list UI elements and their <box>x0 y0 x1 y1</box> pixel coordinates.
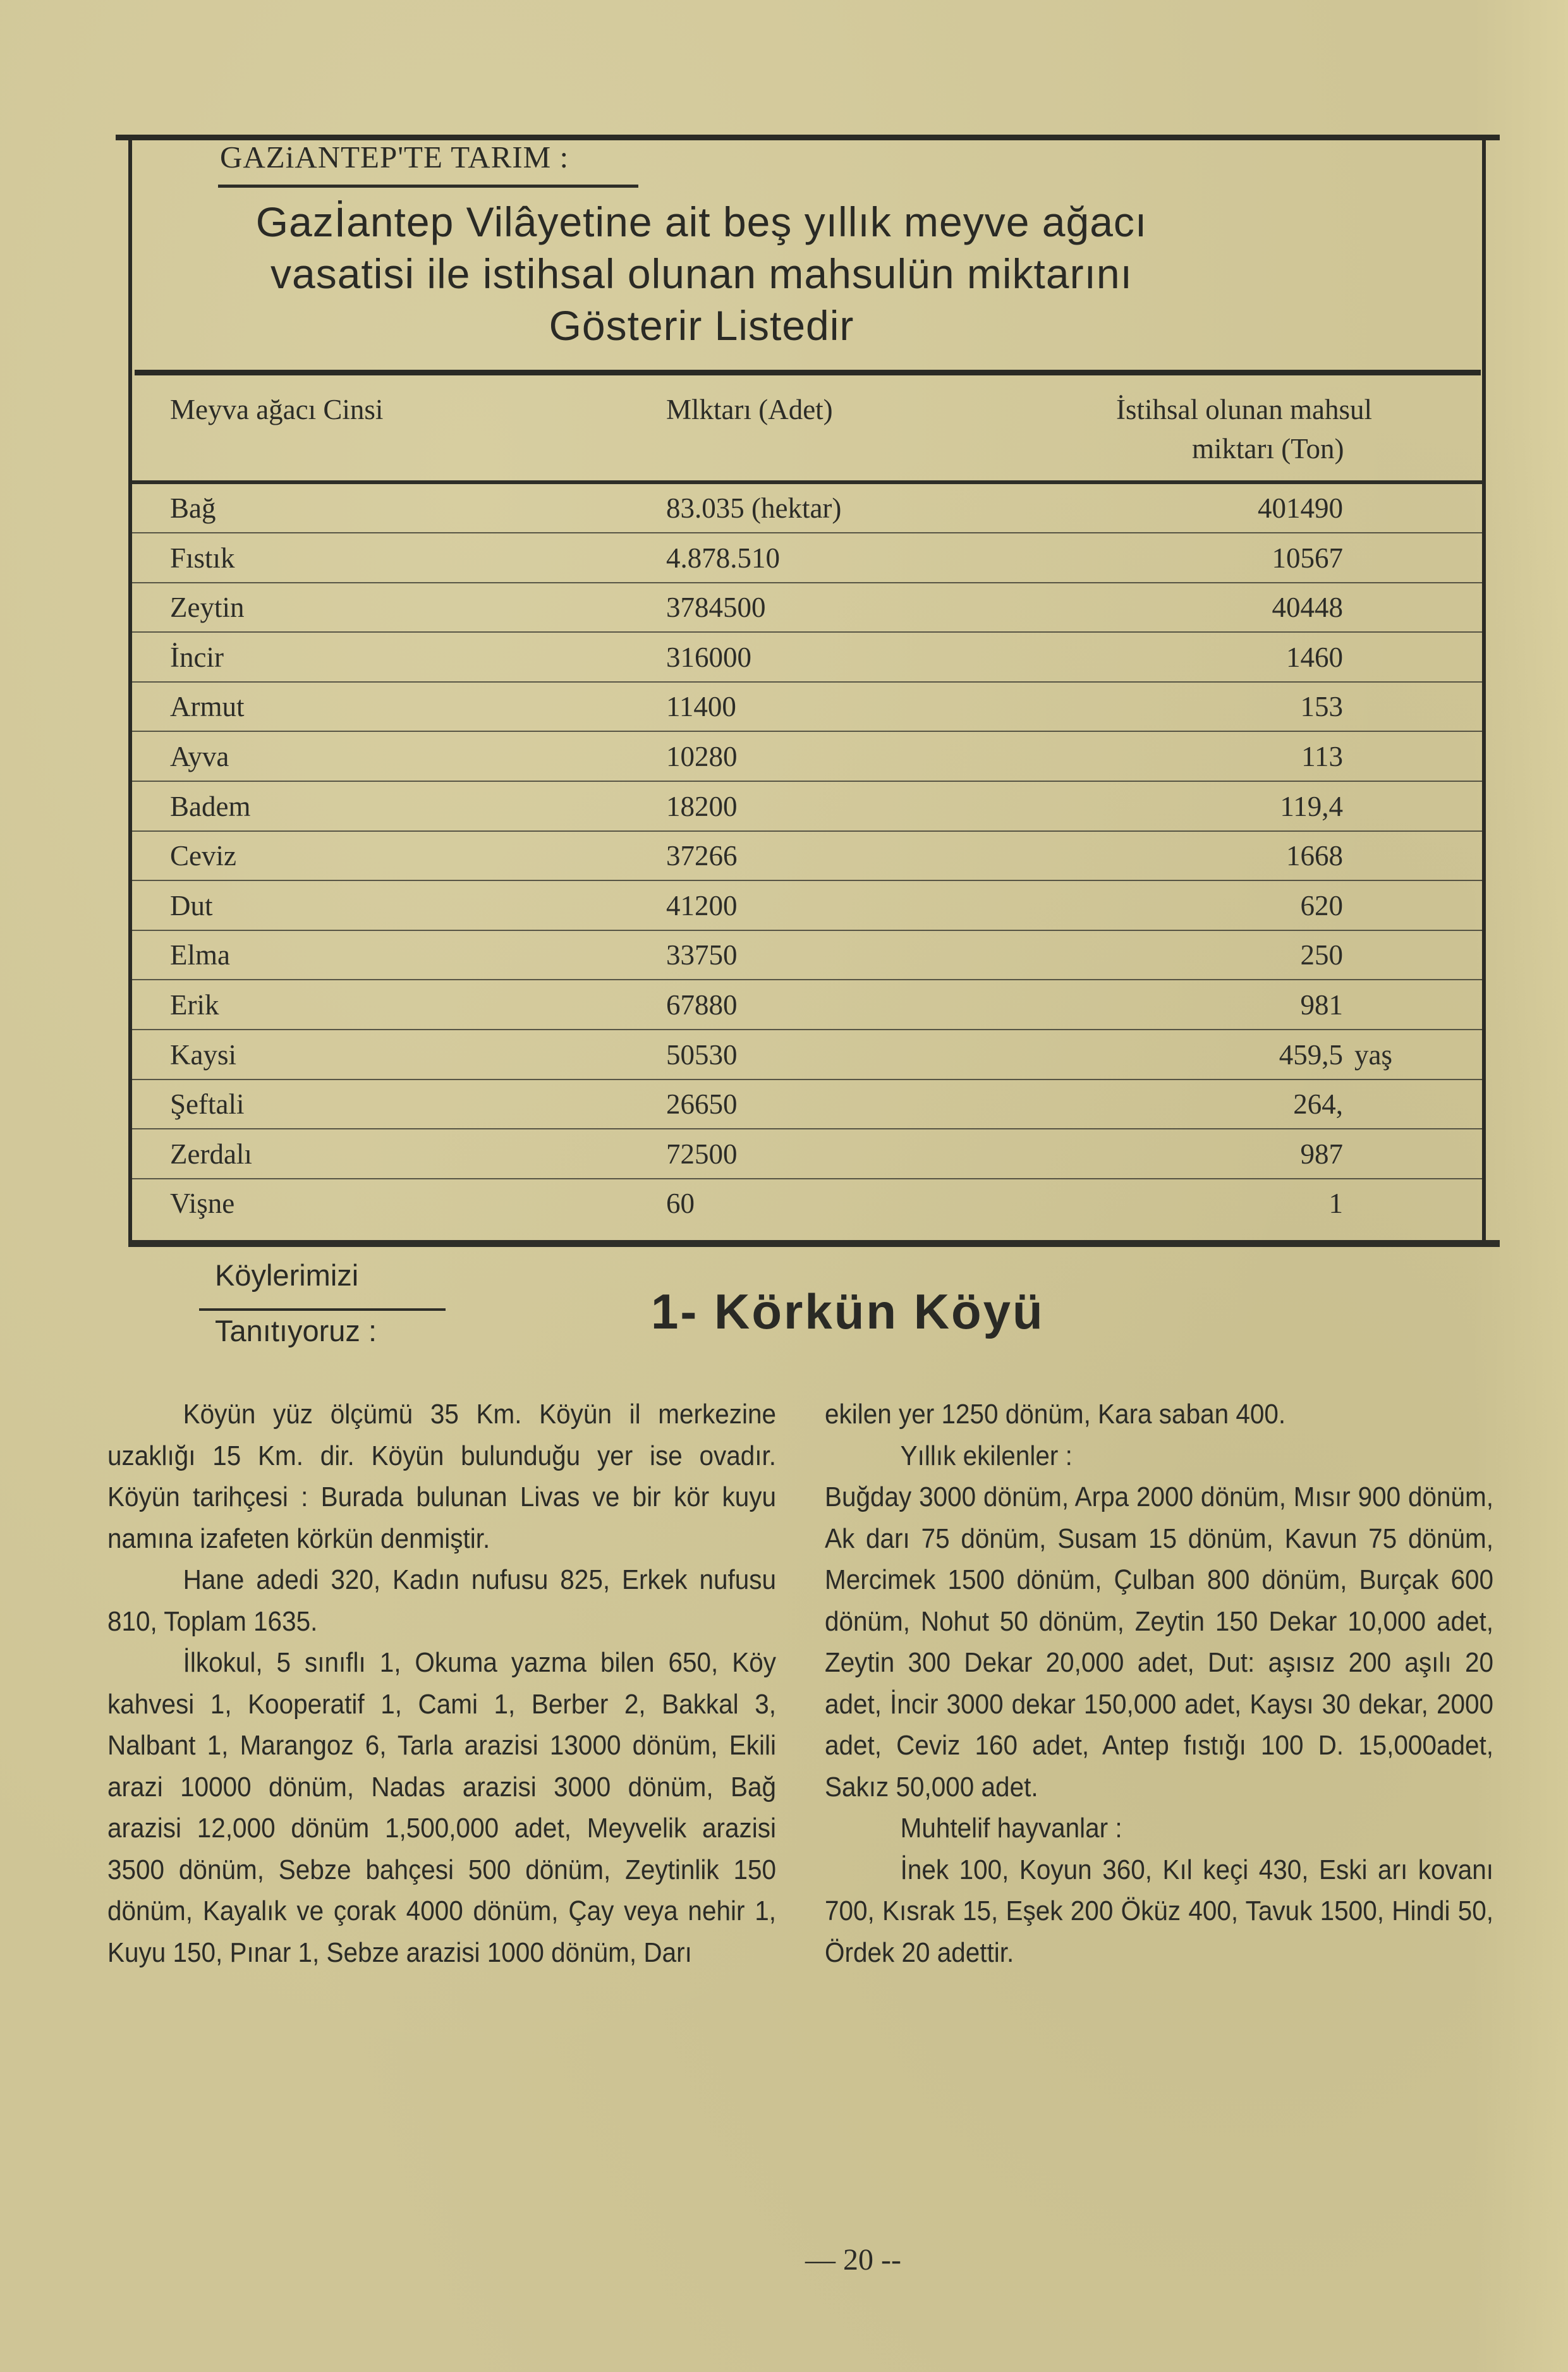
cell-quantity: 10280 <box>666 741 738 772</box>
table-row <box>132 832 1482 881</box>
cell-production <box>1301 690 1344 723</box>
cell-tree-type: Şeftali <box>170 1088 245 1121</box>
table-row <box>132 782 1482 832</box>
table-headline <box>152 196 1251 351</box>
cell-quantity: 316000 <box>666 641 751 673</box>
box-right-border <box>1482 140 1486 1243</box>
article-right-column <box>825 1394 1493 1973</box>
page-number: — 20 -- <box>805 2243 901 2277</box>
cell-tree-type: Dut <box>170 889 213 921</box>
cell-production <box>1301 889 1344 922</box>
cell-production-value: 40448 <box>1272 592 1343 624</box>
table-row <box>132 633 1482 683</box>
cell-quantity: 41200 <box>666 889 738 921</box>
article-left-column <box>107 1394 776 1973</box>
section-label: GAZiANTEP'TE TARIM : <box>220 140 569 174</box>
headline-line-1: Gazİantep Vilâyetine ait beş yıllık meyve ağacı <box>255 198 1148 245</box>
cell-production <box>1272 591 1344 624</box>
cell-quantity: 72500 <box>666 1138 738 1170</box>
right-subheading-animals: Muhtelif hayvanlar : <box>900 1813 1122 1844</box>
cell-tree-type: Ayva <box>170 741 229 772</box>
cell-tree-type: Bağ <box>170 492 216 524</box>
cell-quantity: 50530 <box>666 1038 738 1071</box>
cell-production <box>1301 740 1343 773</box>
right-paragraph-animals: İnek 100, Koyun 360, Kıl keçi 430, Eski arı kovanı 700, Kısrak 15, Eşek 200 Öküz 400, Tavuk 1500, Hindi 50, Ördek 20 adettir. <box>825 1854 1493 1968</box>
cell-production-value: 113 <box>1301 741 1343 772</box>
table-row <box>132 733 1482 782</box>
cell-production-value: 620 <box>1300 889 1343 921</box>
right-paragraph-crops: Buğday 3000 dönüm, Arpa 2000 dönüm, Mısır 900 dönüm, Ak darı 75 dönüm, Susam 15 dönüm, Kavun 75 dönüm, Mercimek 1500 dönüm, Çulban 800 dönüm, Burçak 600 dönüm, Nohut 50 dönüm, Zeytin 150 Dekar 10,000 adet, Zeytin 300 Dekar 20,000 adet, Dut: aşısız 200 aşılı 20 adet, İncir 3000 dekar 150,000 adet, Kaysı 30 dekar, 2000 adet, Ceviz 160 adet, Antep fıstığı 100 D. 15,000adet, Sakız 50,000 adet. <box>825 1481 1493 1803</box>
table-row <box>132 1130 1482 1179</box>
cell-tree-type: Ceviz <box>170 840 236 872</box>
cell-tree-type: Vişne <box>170 1188 235 1220</box>
cell-quantity: 26650 <box>666 1088 738 1121</box>
column-header-production-line2: miktarı (Ton) <box>1192 433 1344 465</box>
table-row <box>132 981 1482 1030</box>
cell-production-value: 264, <box>1293 1088 1343 1121</box>
cell-production-value: 10567 <box>1272 542 1343 574</box>
headline-rule <box>135 370 1481 375</box>
table-row <box>132 1080 1482 1129</box>
table-row <box>132 583 1482 633</box>
cell-production-value: 401490 <box>1258 492 1343 524</box>
table-row <box>132 1031 1482 1080</box>
cell-tree-type: Zerdalı <box>170 1138 252 1170</box>
cell-production-value: 459,5 <box>1279 1038 1343 1071</box>
headline-line-3: Gösterir Listedir <box>549 302 854 349</box>
column-header-name: Meyva ağacı Cinsi <box>170 394 384 425</box>
kicker-bottom: Tanıtıyoruz : <box>215 1314 377 1347</box>
cell-production <box>1301 939 1344 971</box>
cell-production-value: 1460 <box>1286 641 1343 673</box>
cell-production <box>1286 839 1343 872</box>
table-row <box>132 1179 1482 1229</box>
column-header-production-line1: İstihsal olunan mahsul <box>1116 394 1372 425</box>
cell-production <box>1301 1138 1344 1171</box>
cell-quantity: 37266 <box>666 840 738 872</box>
kicker-top: Köylerimizi <box>215 1258 359 1292</box>
cell-quantity: 60 <box>666 1188 695 1220</box>
cell-tree-type: Kaysi <box>170 1038 236 1071</box>
cell-production <box>1280 790 1343 823</box>
section-label-underline <box>218 185 638 188</box>
cell-production-value: 1668 <box>1286 840 1343 872</box>
left-paragraph-2: Hane adedi 320, Kadın nufusu 825, Erkek nufusu 810, Toplam 1635. <box>107 1564 777 1637</box>
cell-production <box>1258 492 1343 525</box>
table-row <box>132 931 1482 980</box>
cell-tree-type: Armut <box>170 691 245 723</box>
article-title: 1- Körkün Köyü <box>651 1284 1045 1339</box>
kicker-rule <box>199 1308 446 1311</box>
right-paragraph-1: ekilen yer 1250 dönüm, Kara saban 400. <box>825 1399 1286 1430</box>
cell-production <box>1286 641 1343 674</box>
table-row <box>132 484 1482 533</box>
cell-quantity: 83.035 (hektar) <box>666 492 842 524</box>
table-row <box>132 882 1482 931</box>
right-subheading-crops: Yıllık ekilenler : <box>900 1440 1073 1471</box>
cell-production <box>1279 1038 1392 1071</box>
cell-production-unit: yaş <box>1354 1038 1392 1071</box>
left-paragraph-3: İlkokul, 5 sınıflı 1, Okuma yazma bilen 650, Köy kahvesi 1, Kooperatif 1, Cami 1, Berber 2, Bakkal 3, Nalbant 1, Marangoz 6, Tarla arazisi 13000 dönüm, Ekili arazi 10000 dönüm, Nadas arazisi 3000 dönüm, Bağ arazisi 12,000 dönüm 1,500,000 adet, Meyvelik arazisi 3500 dönüm, Sebze bahçesi 500 dönüm, Zeytinlik 150 dönüm, Kayalık ve çorak 4000 dönüm, Çay veya nehir 1, Kuyu 150, Pınar 1, Sebze arazisi 1000 dönüm, Darı <box>107 1647 777 1968</box>
cell-quantity: 18200 <box>666 790 738 822</box>
cell-production <box>1301 988 1344 1021</box>
cell-production <box>1329 1187 1344 1220</box>
cell-tree-type: Badem <box>170 790 251 822</box>
cell-quantity: 33750 <box>666 939 738 971</box>
cell-production-value: 250 <box>1300 939 1343 971</box>
cell-production-value: 119,4 <box>1280 790 1343 822</box>
cell-quantity: 67880 <box>666 989 738 1021</box>
cell-tree-type: Fıstık <box>170 542 235 574</box>
column-header-quantity: Mlktarı (Adet) <box>666 394 833 425</box>
cell-quantity: 3784500 <box>666 592 766 624</box>
left-paragraph-1: Köyün yüz ölçümü 35 Km. Köyün il merkezine uzaklığı 15 Km. dir. Köyün bulunduğu yer ise ovadır. Köyün tarihçesi : Burada bulunan Livas ve bir kör kuyu namına izafeten körkün denmiştir. <box>107 1399 777 1554</box>
cell-production-value: 981 <box>1300 989 1343 1021</box>
table-row <box>132 534 1482 583</box>
cell-production <box>1272 542 1344 575</box>
table-row <box>132 683 1482 732</box>
box-bottom-rule <box>128 1240 1500 1247</box>
cell-production-value: 1 <box>1328 1188 1343 1220</box>
cell-production <box>1293 1088 1343 1121</box>
cell-tree-type: İncir <box>170 641 224 673</box>
cell-quantity: 4.878.510 <box>666 542 780 574</box>
cell-production-value: 153 <box>1300 691 1343 723</box>
cell-quantity: 11400 <box>666 691 736 723</box>
headline-line-2: vasatisi ile istihsal olunan mahsulün miktarını <box>270 250 1133 297</box>
cell-tree-type: Zeytin <box>170 592 245 624</box>
cell-tree-type: Erik <box>170 989 219 1021</box>
cell-tree-type: Elma <box>170 939 230 971</box>
cell-production-value: 987 <box>1300 1138 1343 1170</box>
